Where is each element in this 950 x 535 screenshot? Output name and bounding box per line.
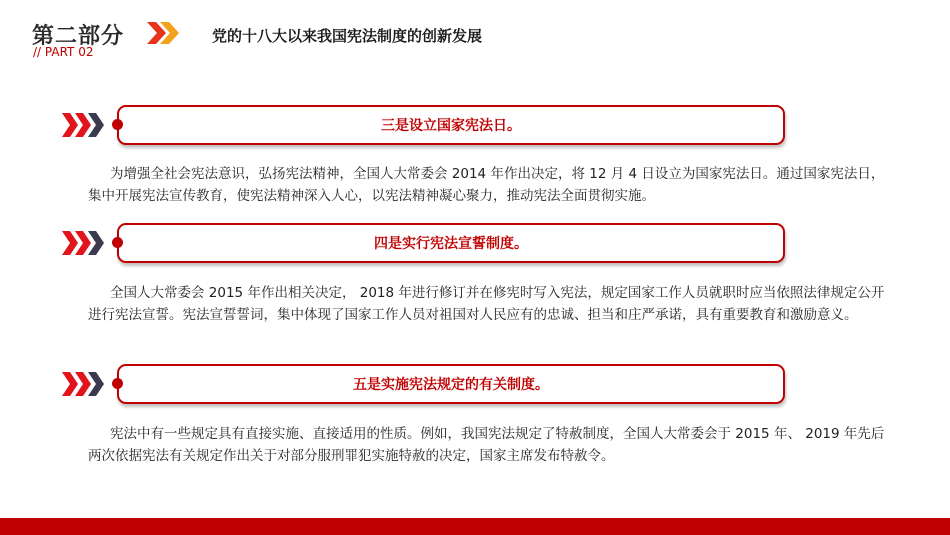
- item-header-3: [62, 364, 784, 404]
- bullet-dot-icon: [112, 119, 123, 130]
- item-header-1: [62, 105, 784, 145]
- item-title: 四是实行宪法宣誓制度。: [374, 236, 528, 252]
- bullet-dot-icon: [112, 378, 123, 389]
- chevron-arrows-icon: [62, 372, 108, 396]
- item-header-2: [62, 223, 784, 263]
- item-title-box: [117, 364, 785, 404]
- item-title: 五是实施宪法规定的有关制度。: [353, 377, 549, 393]
- footer-bar: [0, 518, 950, 535]
- section-subtitle: // PART 02: [33, 45, 94, 59]
- item-title-box: [117, 105, 785, 145]
- chevron-arrows-icon: [62, 231, 108, 255]
- chevron-arrows-icon: [62, 113, 108, 137]
- page-title: 党的十八大以来我国宪法制度的创新发展: [212, 27, 483, 45]
- item-paragraph-2: 全国人大常委会 2015 年作出相关决定， 2018 年进行修订并在修宪时写入宪法，规定国家工作人员就职时应当依照法律规定公开进行宪法宣誓。宪法宣誓誓词，集中体现了国家工作人员对祖国对人民应有的忠诚、担当和庄严承诺，具有重要教育和激励意义。: [88, 285, 885, 323]
- item-paragraph-3: 宪法中有一些规定具有直接实施、直接适用的性质。例如，我国宪法规定了特赦制度，全国人大常委会于 2015 年、 2019 年先后两次依据宪法有关规定作出关于对部分服刑罪犯实施特赦的决定，国家主席发布特赦令。: [88, 426, 885, 464]
- item-title: 三是设立国家宪法日。: [381, 118, 521, 134]
- section-title: 第二部分: [32, 24, 125, 49]
- header-chevron-icon: [147, 22, 183, 44]
- bullet-dot-icon: [112, 237, 123, 248]
- item-paragraph-1: 为增强全社会宪法意识，弘扬宪法精神，全国人大常委会 2014 年作出决定，将 12 月 4 日设立为国家宪法日。通过国家宪法日，集中开展宪法宣传教育，使宪法精神深入人心，以宪法精神凝心聚力，推动宪法全面贯彻实施。: [88, 166, 885, 204]
- item-title-box: [117, 223, 785, 263]
